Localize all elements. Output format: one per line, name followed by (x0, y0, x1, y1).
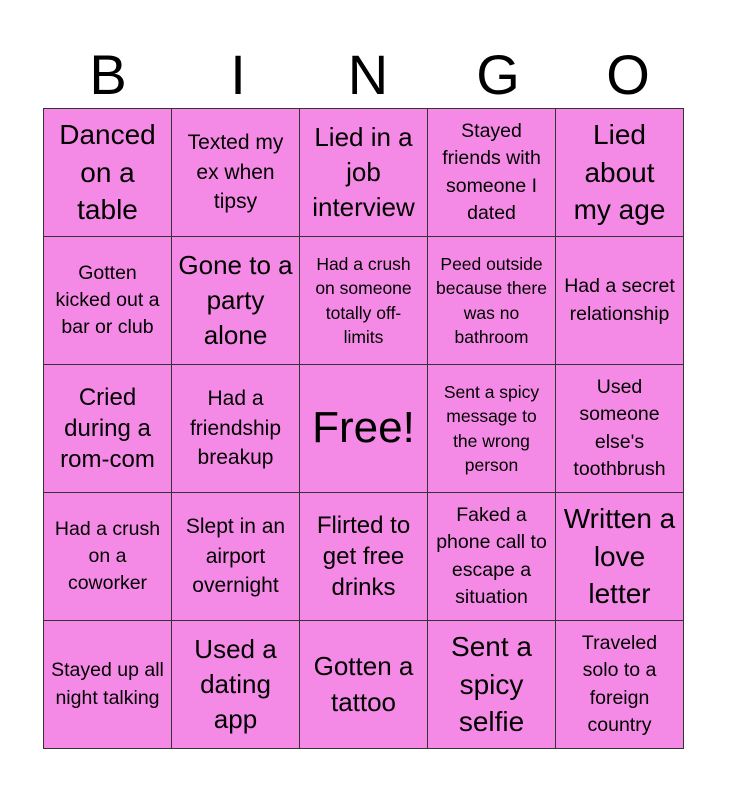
bingo-cell[interactable]: Danced on a table (44, 109, 172, 237)
header-letter-g: G (476, 43, 520, 106)
bingo-header (43, 42, 693, 108)
header-letter-i: I (230, 43, 246, 106)
bingo-cell[interactable]: Had a crush on someone totally off-limits (300, 237, 428, 365)
bingo-row (44, 109, 684, 237)
bingo-row (44, 621, 684, 749)
bingo-cell[interactable]: Used someone else's toothbrush (556, 365, 684, 493)
bingo-cell[interactable]: Gotten a tattoo (300, 621, 428, 749)
bingo-cell[interactable]: Cried during a rom-com (44, 365, 172, 493)
bingo-cell[interactable]: Had a secret relationship (556, 237, 684, 365)
bingo-cell[interactable]: Stayed up all night talking (44, 621, 172, 749)
bingo-cell[interactable]: Gone to a party alone (172, 237, 300, 365)
bingo-row (44, 493, 684, 621)
free-space[interactable]: Free! (300, 365, 428, 493)
bingo-card (43, 108, 684, 749)
header-letter-o: O (606, 43, 650, 106)
bingo-cell[interactable]: Used a dating app (172, 621, 300, 749)
bingo-cell[interactable]: Faked a phone call to escape a situation (428, 493, 556, 621)
bingo-row (44, 365, 684, 493)
bingo-cell[interactable]: Gotten kicked out a bar or club (44, 237, 172, 365)
bingo-cell[interactable]: Lied about my age (556, 109, 684, 237)
header-letter-n: N (347, 43, 389, 106)
bingo-cell[interactable]: Stayed friends with someone I dated (428, 109, 556, 237)
bingo-cell[interactable]: Flirted to get free drinks (300, 493, 428, 621)
bingo-cell[interactable]: Had a crush on a coworker (44, 493, 172, 621)
bingo-cell[interactable]: Peed outside because there was no bathroom (428, 237, 556, 365)
bingo-cell[interactable]: Sent a spicy message to the wrong person (428, 365, 556, 493)
bingo-cell[interactable]: Slept in an airport overnight (172, 493, 300, 621)
bingo-row (44, 237, 684, 365)
bingo-cell[interactable]: Sent a spicy selfie (428, 621, 556, 749)
header-letter-b: B (89, 43, 127, 106)
bingo-cell[interactable]: Lied in a job interview (300, 109, 428, 237)
bingo-cell[interactable]: Written a love letter (556, 493, 684, 621)
bingo-cell[interactable]: Had a friendship breakup (172, 365, 300, 493)
bingo-cell[interactable]: Traveled solo to a foreign country (556, 621, 684, 749)
bingo-cell[interactable]: Texted my ex when tipsy (172, 109, 300, 237)
